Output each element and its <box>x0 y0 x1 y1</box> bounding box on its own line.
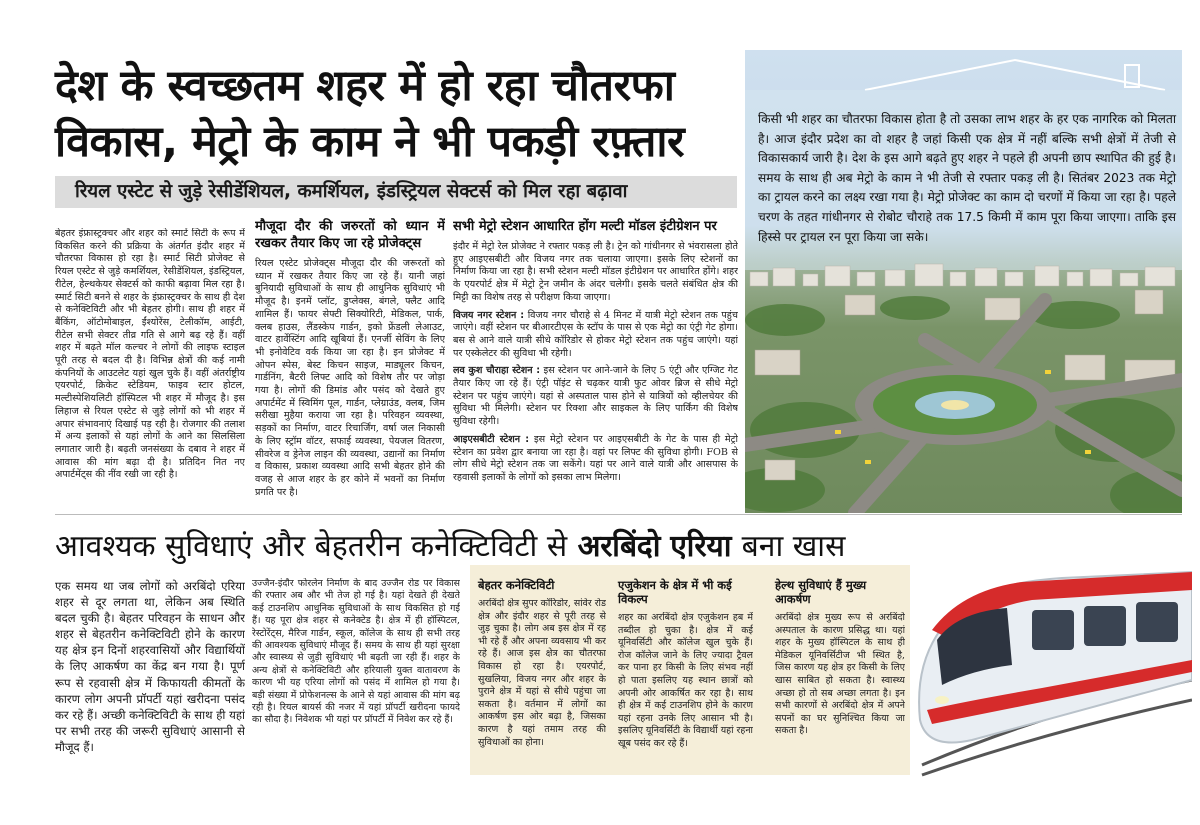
column5-text: उज्जैन-इंदौर फोरलेन निर्माण के बाद उज्जैन रोड पर विकास की रफ्तार अब और भी तेज हो गई है। यहां देखते ही देखते कई टाउनशिप आधुनिक सुविधाओं के साथ विकसित हो गई हैं। यह पूरा क्षेत्र शहर से कनेक्टेड है। क्षेत्र में ही हॉस्पिटल, रेस्टोरेंट्स, मैरिज गार्डन, स्कूल, कॉलेज के साथ ही सभी तरह की आवश्यक सुविधाएं मौजूद हैं। समय के साथ ही यहां सुरक्षा और स्वास्थ्य से जुड़ी सुविधाएं भी बढ़ती जा रही हैं। शहर के अन्य क्षेत्रों से कनेक्टिविटी और हरियाली युक्त वातावरण के कारण भी यह एरिया लोगों को पसंद में शामिल हो गया है। बड़ी संख्या में प्रोफेशनल्स के आने से यहां आवास की मांग बढ़ रही है। रियल बायर्स की नजर में यहां प्रॉपर्टी खरीदना फायदे का सौदा है। निवेशक भी यहां पर प्रॉपर्टी में निवेश कर रहे हैं। <box>252 578 460 726</box>
subheadline-bar: रियल एस्टेट से जुड़े रेसीडेंशियल, कमर्शियल, इंडस्ट्रियल सेक्टर्स को मिल रहा बढ़ावा <box>55 176 737 208</box>
station-label-isbt: आइएसबीटी स्टेशन : <box>453 433 530 445</box>
section2-part1: आवश्यक सुविधाएं और बेहतरीन कनेक्टिविटी से <box>55 529 568 564</box>
section2-part2: अरबिंदो एरिया <box>577 529 732 564</box>
article-column-1 <box>55 228 245 510</box>
column3-p4: आइएसबीटी स्टेशन : इस मेट्रो स्टेशन पर आइएसबीटी के गेट के पास ही मेट्रो स्टेशन का प्रवेश द्वार बनाया जा रहा है। वहां पर लिफ्ट की सुविधा होगी। FOB से लोग सीधे मेट्रो स्टेशन तक जा सकेंगे। यहां पर आने वाले यात्री और आसपास के रहवासी इलाकों के लोगों को इसका लाभ मिलेगा। <box>453 433 738 483</box>
box1-text: अरबिंदो क्षेत्र सुपर कॉरिडोर, सांवेर रोड क्षेत्र और इंदौर शहर से पूरी तरह से जुड़ चुका है। लोग अब इस क्षेत्र में रह भी रहे हैं और अपना व्यवसाय भी कर रहे हैं। आज इस क्षेत्र का चौतरफा विकास हो रहा है। एयरपोर्ट, सुखलिया, विजय नगर और शहर के पुराने क्षेत्र में यहां से सीधे पहुंचा जा सकता है। वर्तमान में लोगों का आकर्षण इस ओर बढ़ा है, जिसका कारण है यहां तमाम तरह की सुविधाओं का होना। <box>478 598 606 748</box>
section-divider <box>55 514 1182 515</box>
photo-overlay-text: किसी भी शहर का चौतरफा विकास होता है तो उसका लाभ शहर के हर एक नागरिक को मिलता है। आज इंदौर प्रदेश का वो शहर है जहां किसी एक क्षेत्र में नहीं बल्कि सभी क्षेत्रों में तेजी से विकासकार्य जारी है। देश के इस आगे बढ़ते हुए शहर ने पहले ही अपनी छाप स्थापित की हुई है। समय के साथ ही अब मेट्रो के काम ने भी तेजी से रफ्तार पकड़ ली है। सितंबर 2023 तक मेट्रो का ट्रायल करने का लक्ष्य रखा गया है। मेट्रो प्रोजेक्ट का काम दो चरणों में किया जा रहा है। पहले चरण के तहत गांधीनगर से रोबोट चौराहे तक 17.5 किमी में काम पूरा किया जाएगा। ताकि इस हिस्से पर ट्रायल रन पूरा किया जा सके। <box>758 112 1176 244</box>
column2-text: रियल एस्टेट प्रोजेक्ट्स मौजूदा दौर की जरूरतों को ध्यान में रखकर तैयार किए जा रहे हैं। यानी जहां बुनियादी सुविधाओं के साथ ही आधुनिक सुविधाएं भी मौजूद है। इनमें प्लॉट, डुप्लेक्स, बंगले, फ्लैट आदि शामिल हैं। फायर सेफ्टी सिक्योरिटी, मेडिकल, पार्क, क्लब हाउस, लैंडस्केप गार्डन, इको फ्रेंडली लेआउट, वाटर हार्वेस्टिंग आदि खूबियां हैं। एनर्जी सेविंग के लिए भी इनोवेटिव वर्क किया जा रहा है। इन प्रोजेक्ट में ओपन स्पेस, बेस्ट किचन साइज, माड्यूलर किचन, गार्डनिंग, बैटरी लिफ्ट आदि को विशेष तौर पर जोड़ा गया है। लोगों की डिमांड और पसंद को देखते हुए अपार्टमेंट में स्विमिंग पूल, गार्डन, प्लेग्राउंड, क्लब, जिम सरीखा मुहैया कराया जा रहा है। परिवहन व्यवस्था, सड़कों का निर्माण, वाटर रिचार्जिंग, वर्षा जल निकासी के लिए स्ट्रॉम वॉटर, सफाई व्यवस्था, पेयजल वितरण, सीवरेज व ड्रेनेज लाइन की व्यवस्था, उद्यानों का निर्माण व विकास, प्रकाश व्यवस्था आदि सभी बेहतर होने की वजह से आज शहर के हर कोने में भवनों का निर्माण प्रगति पर है। <box>255 258 445 498</box>
column1-text: बेहतर इंफ्रास्ट्रक्चर और शहर को स्मार्ट सिटी के रूप में विकसित करने की प्रक्रिया के अंतर्गत इंदौर शहर में चौतरफा विकास हो रहा है। स्मार्ट सिटी प्रोजेक्ट से रियल एस्टेट से जुड़े कमर्शियल, रेसीडेंशियल, इंडस्ट्रियल, रीटेल, हेल्थकेयर सेक्टर्स को काफी बढ़ावा मिल रहा है। स्मार्ट सिटी बनने से शहर के इंफ्रास्ट्रक्चर के साथ ही देश से कनेक्टिविटी और भी बेहतर होगी। साथ ही शहर में बैंकिंग, ऑटोमोबाइल, ईंश्योरेंस, टेलीकॉम, आईटी, रीटेल सभी सेक्टर तीव्र गति से आगे बढ़ रहे हैं। वहीं शहर में बढ़ते मॉल कल्चर ने लोगों की लाइफ स्टाइल पूरी तरह से बदल दी है। विभिन्न क्षेत्रों की कई नामी कंपनियों के आउटलेट यहां खुल चुके हैं। वहीं अंतर्राष्ट्रीय एयरपोर्ट, क्रिकेट स्टेडियम, फाइव स्टार होटल, मल्टीस्पेशियलिटी हॉस्पिटल भी शहर में मौजूद है। इस लिहाज से रियल एस्टेट से जुड़े लोगों को भी शहर में अपार संभावनाएं दिखाई पड़ रही है। रोजगार की तलाश में अन्य इलाकों से यहां लोगों के आने का सिलसिला लगातार जारी है। बढ़ती जनसंख्या के दबाव ने शहर में आवास की मांग बढ़ा दी है। प्रतिदिन नित नए अपार्टमेंट्स की नींव रखी जा रही है। <box>55 228 245 481</box>
article-column-3 <box>453 218 738 510</box>
column3-p2: विजय नगर स्टेशन : विजय नगर चौराहे से 4 मिनट में यात्री मेट्रो स्टेशन तक पहुंच जाएंगे। वहीं स्टेशन पर बीआरटीएस के स्टॉप के पास से एक मेट्रो का एंट्री गेट होगा। बस से आने वाले यात्री सीधे कॉरिडोर से होकर मेट्रो स्टेशन तक पहुंच जाएंगे। यहां पर एस्केलेटर की सुविधा भी रहेगी। <box>453 309 738 359</box>
box2-heading: एजुकेशन के क्षेत्र में भी कई विकल्प <box>618 578 732 606</box>
station-label-lavkush: लव कुश चौराहा स्टेशन : <box>453 365 541 377</box>
main-headline <box>55 58 745 170</box>
box-education <box>618 578 753 773</box>
section2-part3: बना खास <box>741 529 846 564</box>
box2-text: शहर का अरबिंदो क्षेत्र एजुकेशन हब में तब्दील हो चुका है। क्षेत्र में कई यूनिवर्सिटी और कॉलेज खुल चुके हैं। रोज कॉलेज जाने के लिए ज्यादा ट्रैवल कर पाना हर किसी के लिए संभव नहीं हो पाता इसलिए यह स्थान छात्रों को अपनी ओर आकर्षित कर रहा है। साथ ही क्षेत्र में कई टाउनशिप होने के कारण यहां रहना उनके लिए आसान भी है। इसलिए यूनिवर्सिटी के विद्यार्थी यहां रहना खूब पसंद कर रहे हैं। <box>618 612 753 749</box>
headline-line1: देश के स्वच्छतम शहर में हो रहा चौतरफा <box>55 61 675 111</box>
box-health <box>775 578 905 773</box>
box3-heading: हेल्थ सुविधाएं हैं मुख्य आकर्षण <box>775 578 867 606</box>
box-connectivity <box>478 578 606 773</box>
section2-headline <box>55 524 955 570</box>
article-column-2 <box>255 218 445 510</box>
arbindo-intro-column: एक समय था जब लोगों को अरबिंदो एरिया शहर से दूर लगता था, लेकिन अब स्थिति बदल चुकी है। बेहतर परिवहन के साधन और शहर से बेहतरीन कनेक्टिविटी होने के कारण यह क्षेत्र इन दिनों शहरवासियों और विद्यार्थियों के लिए आकर्षण का केंद्र बन गया है। पूर्ण रूप से रहवासी क्षेत्र में किफायती कीमतों के कारण लोग अपनी प्रॉपर्टी यहां खरीदना पसंद कर रहे हैं। अच्छी कनेक्टिविटी के साथ ही यहां पर सभी तरह की जरूरी सुविधाएं आसानी से मौजूद हैं। <box>55 579 245 754</box>
column3-p3: लव कुश चौराहा स्टेशन : इस स्टेशन पर आने-जाने के लिए 5 एंट्री और एग्जिट गेट तैयार किए जा रहे हैं। एंट्री पॉइंट से चढ़कर यात्री फुट ओवर ब्रिज से सीधे मेट्रो स्टेशन पर पहुंच जाएंगे। यहां से अस्पताल पास होने से यात्रियों को व्हीलचेयर की सुविधा भी मिलेगी। स्टेशन पर रिक्शा और साइकल के लिए पार्किंग की विशेष सुविधा रहेगी। <box>453 365 738 428</box>
article-column-5 <box>252 578 460 778</box>
column3-p1: इंदौर में मेट्रो रेल प्रोजेक्ट ने रफ्तार पकड़ ली है। ट्रेन को गांधीनगर से भंवरासला होते हुए आइएसबीटी और विजय नगर तक चलाया जाएगा। इसके लिए स्टेशनों का निर्माण किया जा रहा है। सभी स्टेशन मल्टी मॉडल इंटीग्रेशन पर आधारित होंगे। शहर के एयरपोर्ट क्षेत्र में मेट्रो ट्रेन जमीन के अंदर चलेगी। इसके चलते संबंधित क्षेत्र की मिट्टी का विशेष तरह से परीक्षण किया जाएगा। <box>453 241 738 303</box>
column2-heading: मौजूदा दौर की जरुरतों को ध्यान में रखकर तैयार किए जा रहे प्रोजेक्ट्स <box>255 219 445 251</box>
column3-heading: सभी मेट्रो स्टेशन आधारित होंग मल्टी मॉडल इंटीग्रेशन पर <box>453 219 717 234</box>
station-label-vijaynagar: विजय नगर स्टेशन : <box>453 309 525 321</box>
train-icon <box>912 560 1192 780</box>
metro-train-illustration <box>912 560 1192 780</box>
box3-text: अरबिंदो क्षेत्र मुख्य रूप से अरबिंदो अस्पताल के कारण प्रसिद्ध था। यहां शहर के मुख्य हॉस्पिटल के साथ ही मेडिकल यूनिवर्सिटीज भी स्थित है, जिस कारण यह क्षेत्र हर किसी के लिए खास साबित हो सकता है। स्वास्थ्य अच्छा हो तो सब अच्छा लगता है। इन सभी कारणों से अरबिंदो क्षेत्र में अपने सपनों का घर सुनिश्चित किया जा सकता है। <box>775 612 905 737</box>
box1-heading: बेहतर कनेक्टिविटी <box>478 578 555 592</box>
headline-line2: विकास, मेट्रो के काम ने भी पकड़ी रफ़्तार <box>55 117 685 167</box>
